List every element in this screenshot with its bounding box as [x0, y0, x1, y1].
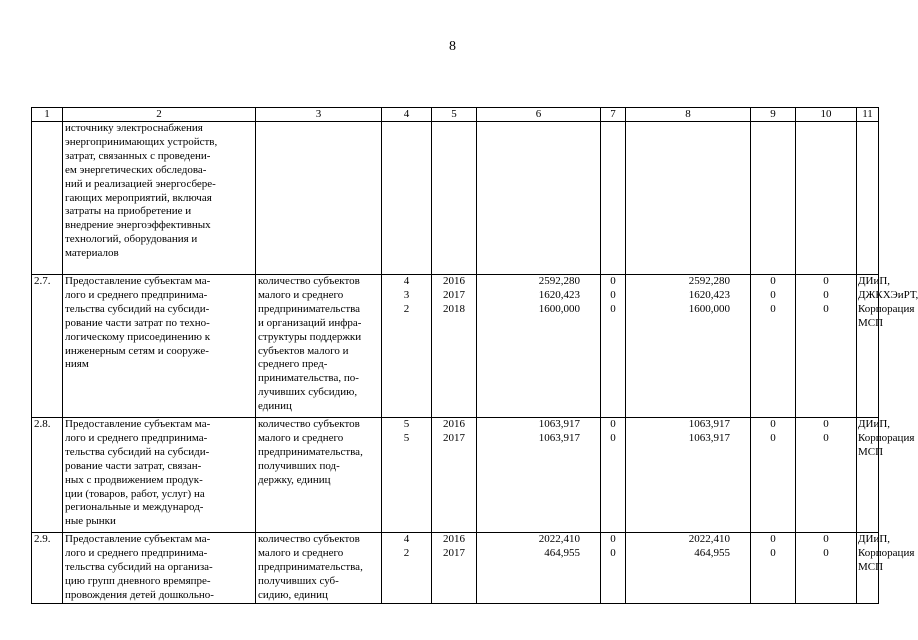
cell-value: 1600,000: [538, 302, 580, 315]
value-cell: [601, 418, 626, 533]
cell-value: 0: [610, 431, 616, 444]
cell-value: 0: [823, 418, 829, 430]
amount-cell: [626, 275, 751, 418]
value-cell: [601, 533, 626, 604]
text-line: материалов: [65, 247, 119, 260]
text-line: гающих мероприятий, включая: [65, 191, 212, 204]
text-line: ных с продвижением продук-: [65, 473, 203, 486]
text-line: тельства субсидий на субсиди-: [65, 445, 210, 458]
cell-value: 1063,917: [688, 431, 730, 444]
row-number-cell: 2.8.: [32, 418, 63, 533]
text-line: количество субъектов: [258, 275, 360, 287]
value-cell: [601, 122, 626, 275]
text-line: предпринимательства,: [258, 560, 363, 573]
program-measures-table: [31, 107, 918, 604]
cell-value: 1063,917: [538, 418, 580, 430]
text-line: малого и среднего: [258, 546, 344, 559]
text-line: логическому присоединению к: [65, 330, 211, 343]
text-line: тельства субсидий на субсиди-: [65, 302, 210, 315]
text-line: затраты на приобретение и: [65, 205, 192, 218]
text-line: среднего пред-: [258, 358, 328, 371]
header-cell: 9: [751, 108, 796, 122]
table-row: [32, 122, 879, 275]
cell-value: 2592,280: [538, 275, 580, 287]
amount-cell: [477, 533, 601, 604]
text-line: сидию, единиц: [258, 588, 328, 601]
text-line: ний и реализацией энергосбере-: [65, 177, 216, 190]
text-line: ем энергетических обследова-: [65, 163, 207, 176]
text-line: единиц: [258, 400, 292, 413]
cell-value: 2: [403, 546, 410, 559]
executor-cell: [857, 533, 915, 604]
header-cell: 1: [32, 108, 63, 122]
cell-value: 0: [770, 288, 776, 301]
text-line: малого и среднего: [258, 431, 344, 444]
executor-cell: [857, 122, 879, 275]
indicator-cell: [256, 533, 382, 604]
value-cell: [382, 275, 432, 418]
text-line: региональные и международ-: [65, 501, 204, 514]
text-line: МСП: [858, 316, 884, 329]
cell-value: 0: [823, 288, 829, 301]
cell-value: 0: [770, 418, 776, 430]
header-cell: 3: [256, 108, 382, 122]
text-line: технологий, оборудования и: [65, 233, 198, 246]
text-line: малого и среднего: [258, 288, 344, 301]
year-cell: [432, 122, 477, 275]
text-line: затрат, связанных с проведени-: [65, 149, 211, 162]
amount-cell: [626, 533, 751, 604]
cell-value: 1600,000: [688, 302, 730, 315]
text-line: рование части затрат, связан-: [65, 459, 202, 472]
text-line: МСП: [858, 445, 884, 458]
cell-value: 0: [823, 302, 829, 315]
header-cell: 7: [601, 108, 626, 122]
cell-value: 0: [770, 302, 776, 315]
text-line: инженерным сетям и сооруже-: [65, 344, 209, 357]
cell-value: 2018: [443, 302, 465, 315]
table-row: [32, 533, 879, 604]
page-number: 8: [449, 39, 456, 54]
cell-value: 2592,280: [688, 275, 730, 287]
executor-cell: [857, 275, 918, 418]
text-line: рование части затрат по техно-: [65, 316, 210, 329]
cell-value: 3: [403, 288, 410, 301]
cell-value: 4: [403, 533, 410, 545]
amount-cell: [626, 418, 751, 533]
cell-value: 1063,917: [538, 431, 580, 444]
measure-description: [63, 418, 256, 533]
header-cell: 4: [382, 108, 432, 122]
text-line: источнику электроснабжения: [65, 122, 203, 134]
text-line: ции (товаров, работ, услуг) на: [65, 487, 205, 500]
cell-value: 0: [610, 302, 616, 315]
text-line: Корпорация: [858, 302, 915, 315]
text-line: ДИиП,: [858, 533, 891, 545]
cell-value: 0: [770, 546, 776, 559]
text-line: предпринимательства,: [258, 445, 363, 458]
text-line: получивших под-: [258, 459, 340, 472]
text-line: энергопринимающих устройств,: [65, 135, 218, 148]
text-line: принимательства, по-: [258, 372, 359, 385]
measure-description: [63, 533, 256, 604]
cell-value: 5: [403, 418, 410, 430]
cell-value: 1620,423: [538, 288, 580, 301]
text-line: провождения детей дошкольно-: [65, 588, 214, 601]
value-cell: [751, 275, 796, 418]
cell-value: 464,955: [694, 546, 730, 559]
cell-value: 0: [610, 288, 616, 301]
cell-value: 0: [770, 533, 776, 545]
cell-value: 2016: [443, 418, 465, 430]
amount-cell: [477, 418, 601, 533]
text-line: лучивших субсидию,: [258, 386, 358, 399]
text-line: ДИиП,: [858, 418, 891, 430]
text-line: Корпорация: [858, 431, 915, 444]
header-cell: 6: [477, 108, 601, 122]
cell-value: 2017: [443, 431, 465, 444]
text-line: внедрение энергоэффективных: [65, 219, 211, 232]
text-line: лого и среднего предпринима-: [65, 431, 208, 444]
text-line: цию групп дневного времяпре-: [65, 574, 211, 587]
value-cell: [796, 418, 857, 533]
amount-cell: [477, 122, 601, 275]
text-line: получивших суб-: [258, 574, 339, 587]
cell-value: 464,955: [544, 546, 580, 559]
indicator-cell: [256, 275, 382, 418]
text-line: ные рынки: [65, 515, 116, 528]
amount-cell: [477, 275, 601, 418]
amount-cell: [626, 122, 751, 275]
value-cell: [382, 418, 432, 533]
executor-cell: [857, 418, 915, 533]
cell-value: 0: [823, 275, 829, 287]
cell-value: 0: [610, 533, 616, 545]
cell-value: 1063,917: [688, 418, 730, 430]
cell-value: 2017: [443, 288, 465, 301]
cell-value: 2016: [443, 275, 465, 287]
text-line: количество субъектов: [258, 533, 360, 545]
cell-value: 2016: [443, 533, 465, 545]
value-cell: [382, 533, 432, 604]
measure-description: [63, 275, 256, 418]
text-line: Предоставление субъектам ма-: [65, 533, 211, 545]
text-line: предпринимательства: [258, 302, 361, 315]
table-row: [32, 275, 879, 418]
row-number-cell: 2.7.: [32, 275, 63, 418]
text-line: тельства субсидий на организа-: [65, 560, 213, 573]
text-line: держку, единиц: [258, 473, 331, 486]
cell-value: 0: [823, 533, 829, 545]
value-cell: [751, 533, 796, 604]
text-line: ДЖКХЭиРТ,: [858, 288, 918, 301]
cell-value: 0: [770, 275, 776, 287]
text-line: Предоставление субъектам ма-: [65, 418, 211, 430]
text-line: ДИиП,: [858, 275, 891, 287]
cell-value: 0: [823, 431, 829, 444]
header-cell: 5: [432, 108, 477, 122]
measure-description: [63, 122, 256, 275]
value-cell: [382, 122, 432, 275]
cell-value: 4: [403, 275, 410, 287]
indicator-cell: [256, 122, 382, 275]
row-number-cell: 2.9.: [32, 533, 63, 604]
year-cell: [432, 533, 477, 604]
text-line: Предоставление субъектам ма-: [65, 275, 211, 287]
text-line: лого и среднего предпринима-: [65, 288, 208, 301]
cell-value: 2: [403, 302, 410, 315]
header-cell: 8: [626, 108, 751, 122]
cell-value: 2017: [443, 546, 465, 559]
text-line: и организаций инфра-: [258, 316, 362, 329]
text-line: ниям: [65, 358, 89, 371]
year-cell: [432, 275, 477, 418]
cell-value: 0: [610, 418, 616, 430]
value-cell: [751, 122, 796, 275]
header-cell: 11: [857, 108, 879, 122]
cell-value: 1620,423: [688, 288, 730, 301]
value-cell: [796, 533, 857, 604]
value-cell: [751, 418, 796, 533]
table-row: [32, 418, 879, 533]
header-cell: 10: [796, 108, 857, 122]
value-cell: [601, 275, 626, 418]
header-cell: 2: [63, 108, 256, 122]
cell-value: 2022,410: [688, 533, 730, 545]
year-cell: [432, 418, 477, 533]
cell-value: 0: [610, 546, 616, 559]
text-line: лого и среднего предпринима-: [65, 546, 208, 559]
cell-value: 0: [823, 546, 829, 559]
cell-value: 0: [610, 275, 616, 287]
text-line: структуры поддержки: [258, 330, 362, 343]
row-number-cell: [32, 122, 63, 275]
value-cell: [796, 275, 857, 418]
text-line: количество субъектов: [258, 418, 360, 430]
text-line: МСП: [858, 560, 884, 573]
cell-value: 0: [770, 431, 776, 444]
text-line: Корпорация: [858, 546, 915, 559]
cell-value: 2022,410: [538, 533, 580, 545]
header-row: [32, 108, 879, 122]
value-cell: [796, 122, 857, 275]
text-line: субъектов малого и: [258, 344, 349, 357]
indicator-cell: [256, 418, 382, 533]
cell-value: 5: [403, 431, 410, 444]
